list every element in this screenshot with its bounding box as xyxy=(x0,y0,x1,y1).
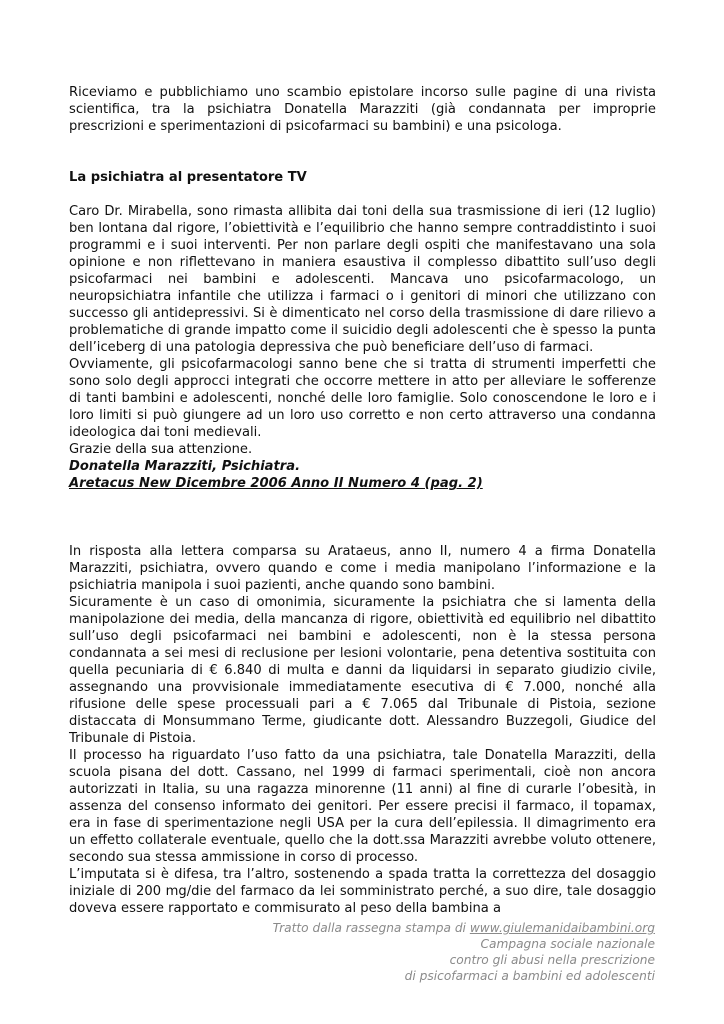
response-paragraph: Sicuramente è un caso di omonimia, sicuramente la psichiatra che si lamenta della manipolazione dei media, della mancanza di rigore, obiettività ed equilibrio nel dibattito sull’uso degli psicofarmaci nei bambini e adolescenti, non è la stessa persona condannata a sei mesi di reclusione per lesioni volontarie, pena detentiva sostituita con quella pecuniaria di € 6.840 di multa e danni da liquidarsi in separato giudizio civile, assegnando una provvisionale immediatamente esecutiva di € 7.000, nonché alla rifusione delle spese processuali pari a € 7.065 dal Tribunale di Pistoia, sezione distaccata di Monsummano Terme, giudicante dott. Alessandro Buzzegoli, Giudice del Tribunale di Pistoia. xyxy=(69,595,656,746)
spacer xyxy=(69,186,656,203)
letter-heading: La psichiatra al presentatore TV xyxy=(69,170,307,185)
response-paragraph: In risposta alla lettera comparsa su Arataeus, anno II, numero 4 a firma Donatella Marazziti, psichiatra, ovvero quando e come i media manipolano l’informazione e la psichiatria manipola i suoi pazienti, anche quando sono bambini. xyxy=(69,544,656,593)
intro-paragraph: Riceviamo e pubblichiamo uno scambio epistolare incorso sulle pagine di una rivista scientifica, tra la psichiatra Donatella Marazziti (già condannata per improprie prescrizioni e sperimentazioni di psicofarmaci su bambini) e una psicologa. xyxy=(69,85,656,134)
footer-prefix: Tratto dalla rassegna stampa di xyxy=(272,921,470,935)
response-paragraph: Il processo ha riguardato l’uso fatto da una psichiatra, tale Donatella Marazziti, della scuola pisana del dott. Cassano, nel 1999 di farmaci sperimentali, cioè non ancora autorizzati in Italia, su una ragazza minorenne (11 anni) al fine di curarle l’obesità, in assenza del consenso informato dei genitori. Per essere precisi il farmaco, il topamax, era in fase di sperimentazione negli USA per la cura dell’epilessia. Il dimagrimento era un effetto collaterale eventuale, quello che la dott.ssa Marazziti avrebbe voluto ottenere, secondo sua stessa ammissione in corso di processo. xyxy=(69,748,656,865)
footer-campaign-line: di psicofarmaci a bambini ed adolescenti xyxy=(404,969,655,983)
page-footer xyxy=(215,920,655,984)
spacer xyxy=(69,492,656,543)
footer-source-line xyxy=(215,920,655,936)
response-paragraph: L’imputata si è difesa, tra l’altro, sostenendo a spada tratta la correttezza del dosaggio iniziale di 200 mg/die del farmaco da lei somministrato perché, a suo dire, tale dosaggio doveva essere rapportato e commisurato al peso della bambina a xyxy=(69,867,656,916)
footer-campaign-line: Campagna sociale nazionale xyxy=(480,937,655,951)
letter-paragraph: Caro Dr. Mirabella, sono rimasta allibita dai toni della sua trasmissione di ieri (12 luglio) ben lontana dal rigore, l’obiettività e l’equilibrio che hanno sempre contraddistinto i suoi programmi e i suoi interventi. Per non parlare degli ospiti che manifestavano una sola opinione e non riflettevano in maniera esaustiva il complesso dibattito sull’uso degli psicofarmaci nei bambini e adolescenti. Mancava uno psicofarmacologo, un neuropsichiatra infantile che utilizza i farmaci o i genitori di minori che utilizzano con successo gli antidepressivi. Si è dimenticato nel corso della trasmissione di dare rilievo a problematiche di grande impatto come il suicidio degli adolescenti che è spesso la punta dell’iceberg di una patologia depressiva che può beneficiare dell’uso di farmaci. xyxy=(69,204,656,355)
footer-campaign-line: contro gli abusi nella prescrizione xyxy=(449,953,655,967)
document-body xyxy=(69,84,656,917)
letter-signature: Donatella Marazziti, Psichiatra. xyxy=(69,459,301,474)
letter-closing: Grazie della sua attenzione. xyxy=(69,442,253,457)
letter-paragraph: Ovviamente, gli psicofarmacologi sanno bene che si tratta di strumenti imperfetti che sono solo degli approcci integrati che occorre mettere in atto per alleviare le sofferenze di tanti bambini e adolescenti, nonché delle loro famiglie. Solo conoscendone le loro e i loro limiti si può giungere ad un loro uso corretto e non certo attraverso una condanna ideologica dai toni medievali. xyxy=(69,357,656,440)
spacer xyxy=(69,135,656,169)
letter-source: Aretacus New Dicembre 2006 Anno II Numero 4 (pag. 2) xyxy=(69,476,483,491)
footer-website-link[interactable]: www.giulemanidaibambini.org xyxy=(469,921,655,935)
